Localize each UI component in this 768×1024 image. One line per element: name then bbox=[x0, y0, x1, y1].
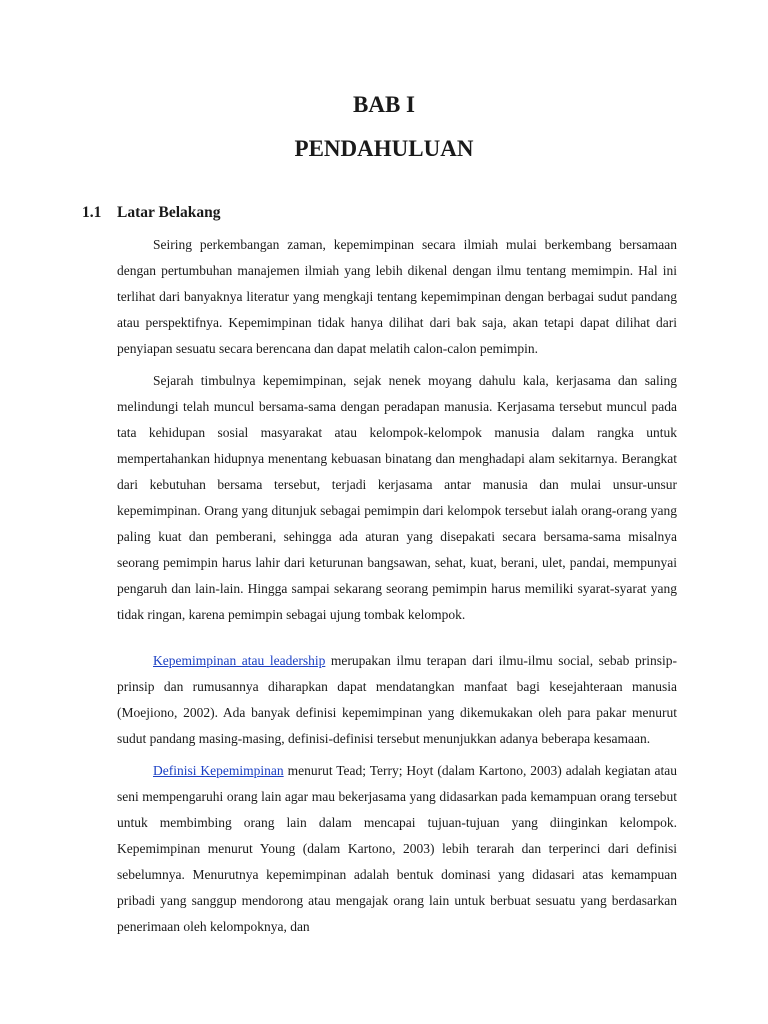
definition-link[interactable]: Definisi Kepemimpinan bbox=[153, 763, 284, 778]
paragraph-1 bbox=[117, 232, 677, 362]
section-number: 1.1 bbox=[82, 204, 102, 221]
section-title: Latar Belakang bbox=[117, 204, 221, 221]
paragraph-text: Sejarah timbulnya kepemimpinan, sejak nenek moyang dahulu kala, kerjasama dan saling melindungi telah muncul bersama-sama dengan peradapan manusia. Kerjasama tersebut muncul pada tata kehidupan sosial masyarakat atau kelompok-kelompok manusia dalam rangka untuk mempertahankan hidupnya menentang kebuasan binatang dan menghadapi alam sekitarnya. Berangkat dari kebutuhan bersama tersebut, terjadi kerjasama antar manusia dan mulai unsur-unsur kepemimpinan. Orang yang ditunjuk sebagai pemimpin dari kelompok tersebut ialah orang-orang yang paling kuat dan pemberani, sehingga ada aturan yang disepakati secara bersama-sama misalnya seorang pemimpin harus lahir dari keturunan bangsawan, sehat, kuat, berani, ulet, pandai, mempunyai pengaruh dan lain-lain. Hingga sampai sekarang seorang pemimpin harus memiliki syarat-syarat yang tidak ringan, karena pemimpin sebagai ujung tombak kelompok. bbox=[117, 373, 677, 622]
chapter-title: PENDAHULUAN bbox=[294, 136, 474, 161]
chapter-number: BAB I bbox=[353, 92, 415, 117]
body-text bbox=[117, 232, 677, 946]
section-heading bbox=[82, 204, 221, 222]
paragraph-text: merupakan ilmu terapan dari ilmu-ilmu social, sebab prinsip-prinsip dan rumusannya diharapkan dapat mendatangkan manfaat bagi kesejahteraan manusia (Moejiono, 2002). Ada banyak definisi kepemimpinan yang dikemukakan oleh para pakar menurut sudut pandang masing-masing, definisi-definisi tersebut menunjukkan adanya beberapa kesamaan. bbox=[117, 653, 677, 746]
paragraph-4 bbox=[117, 758, 677, 940]
paragraph-text: menurut Tead; Terry; Hoyt (dalam Kartono, 2003) adalah kegiatan atau seni mempengaruhi orang lain agar mau bekerjasama yang didasarkan pada kemampuan orang tersebut untuk membimbing orang lain dalam mencapai tujuan-tujuan yang diinginkan kelompok. Kepemimpinan menurut Young (dalam Kartono, 2003) lebih terarah dan terperinci dari definisi sebelumnya. Menurutnya kepemimpinan adalah bentuk dominasi yang didasari atas kemampuan pribadi yang sanggup mendorong atau mengajak orang lain untuk berbuat sesuatu yang berdasarkan penerimaan oleh kelompoknya, dan bbox=[117, 763, 677, 934]
paragraph-text: Seiring perkembangan zaman, kepemimpinan secara ilmiah mulai berkembang bersamaan dengan pertumbuhan manajemen ilmiah yang lebih dikenal dengan ilmu tentang memimpin. Hal ini terlihat dari banyaknya literatur yang mengkaji tentang kepemimpinan dengan berbagai sudut pandang atau perspektifnya. Kepemimpinan tidak hanya dilihat dari bak saja, akan tetapi dapat dilihat dari penyiapan sesuatu secara berencana dan dapat melatih calon-calon pemimpin. bbox=[117, 237, 677, 356]
paragraph-3 bbox=[117, 648, 677, 752]
paragraph-2 bbox=[117, 368, 677, 628]
leadership-link[interactable]: Kepemimpinan atau leadership bbox=[153, 653, 326, 668]
